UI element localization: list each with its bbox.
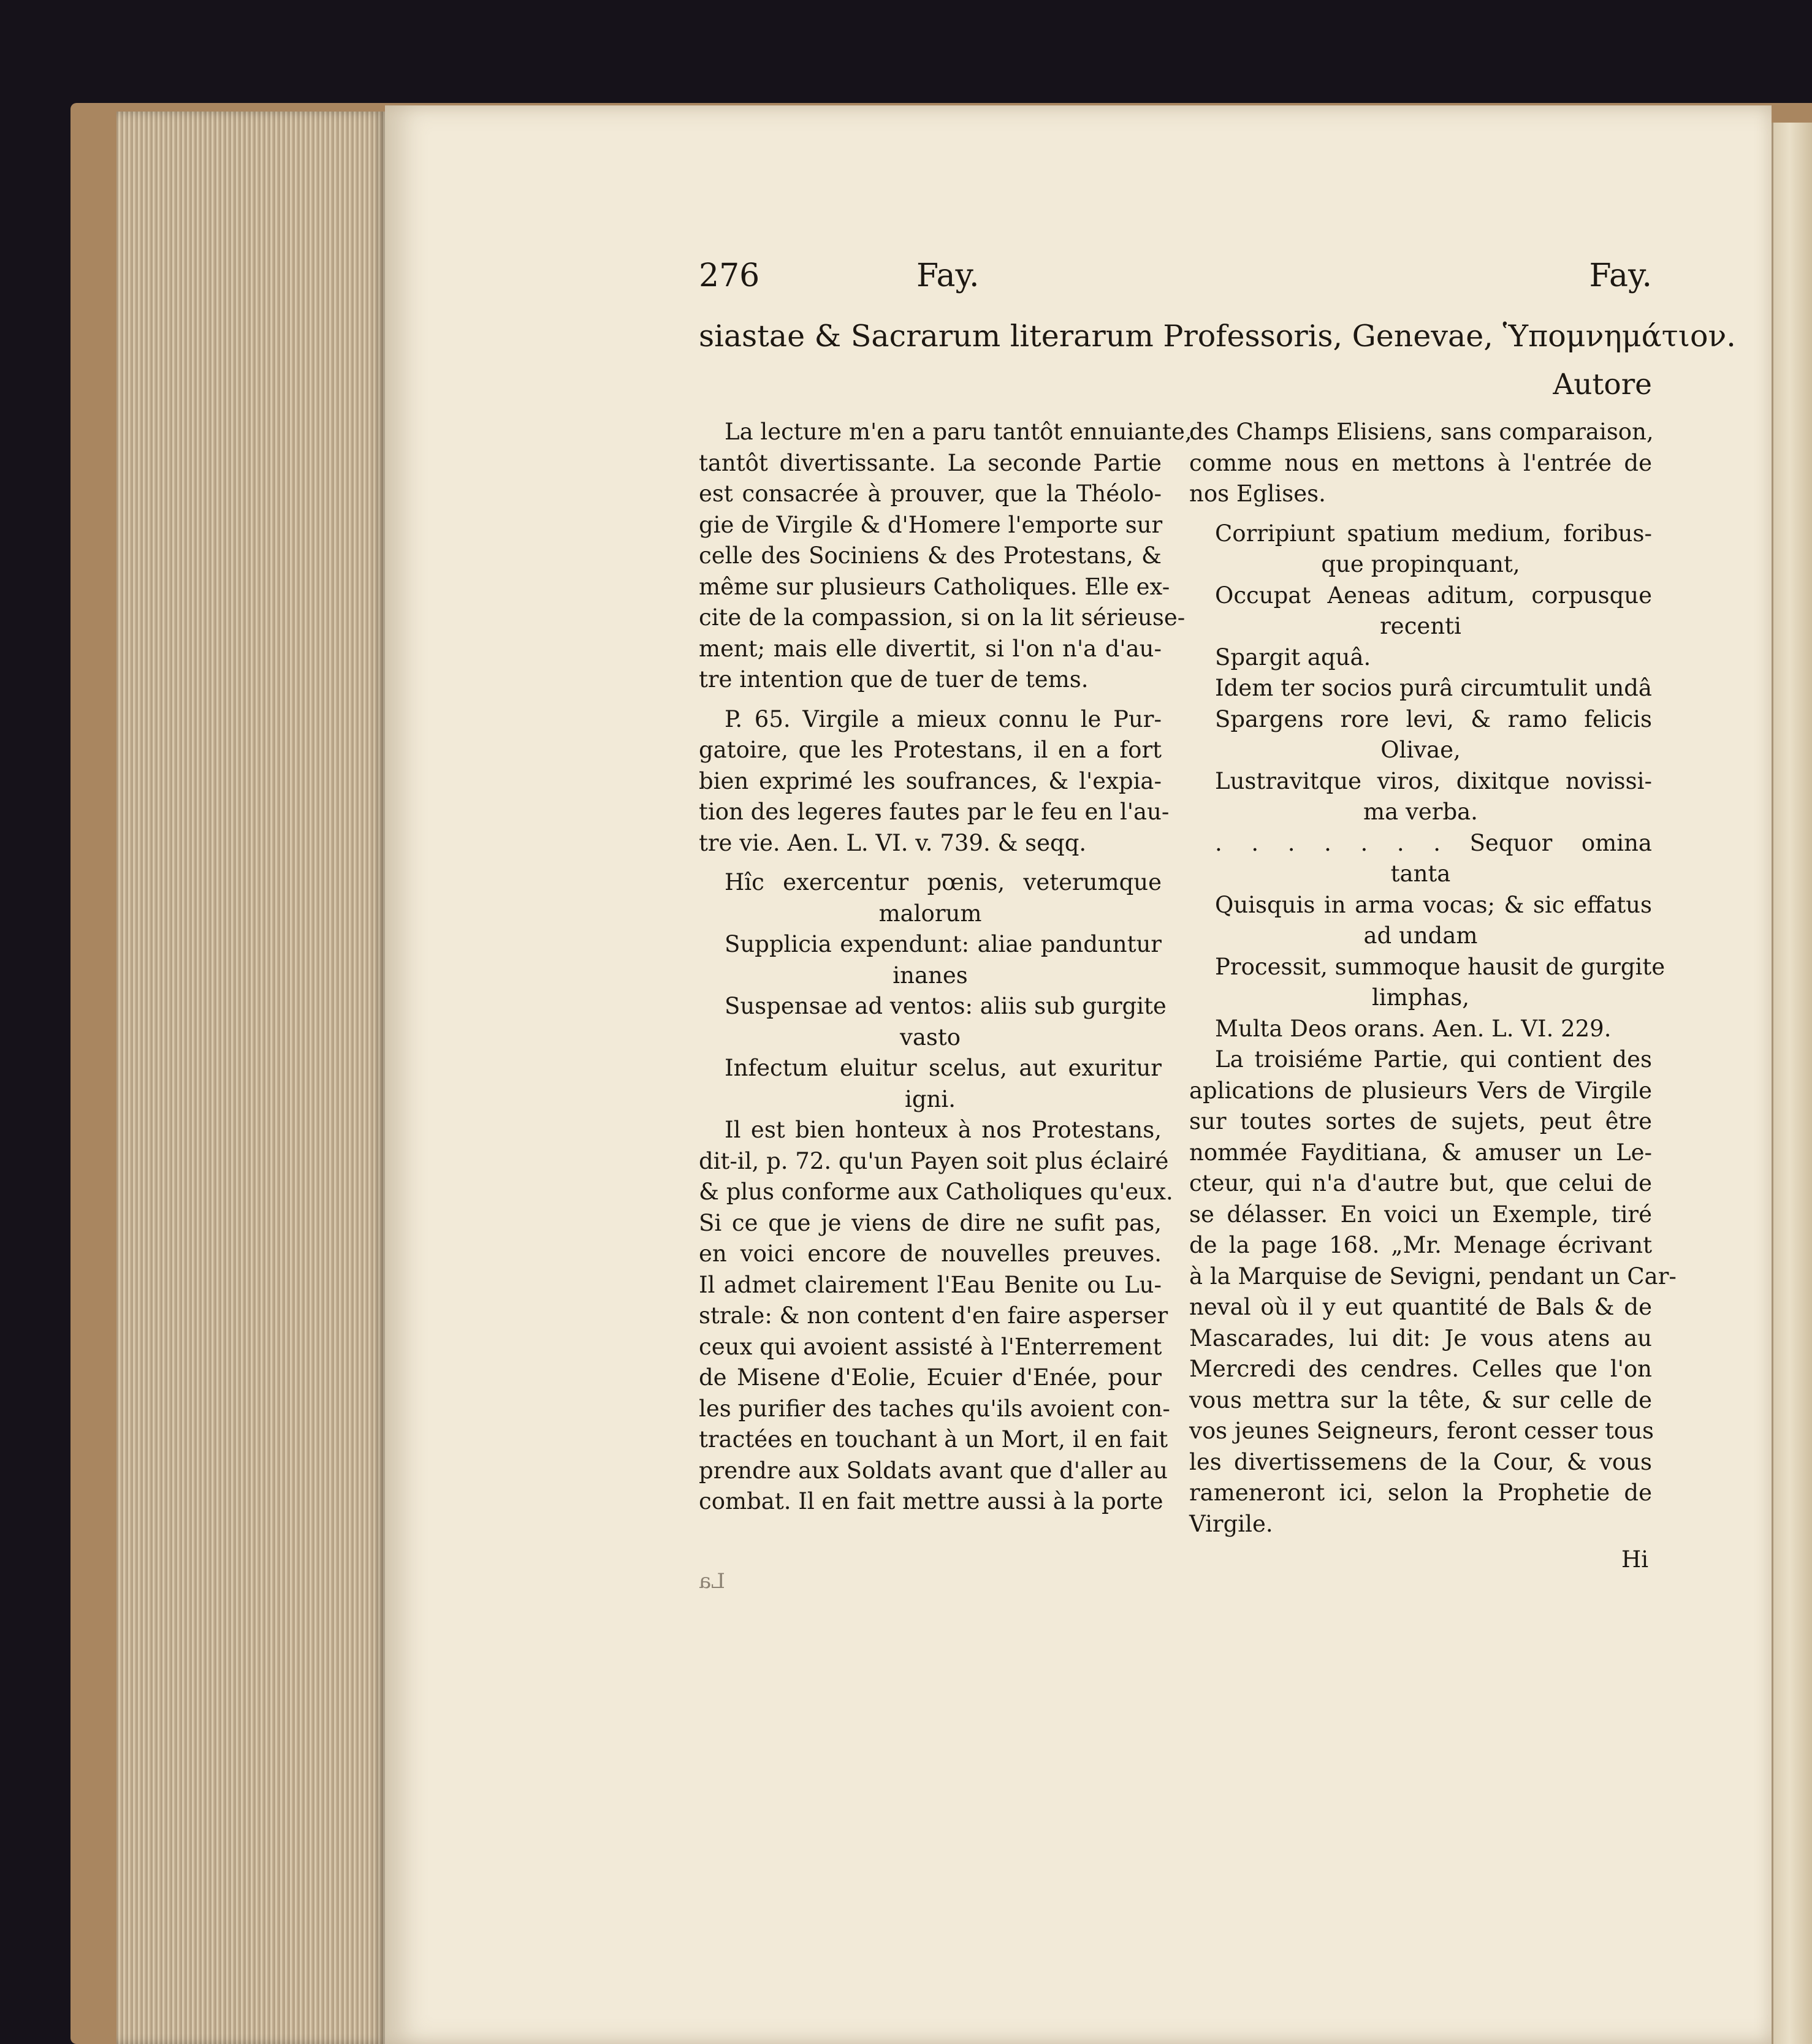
text-line: les purifier des taches qu'ils avoient con-: [699, 1395, 1170, 1422]
verse-line: Processit, summoque hausit de gurgite: [1215, 953, 1665, 980]
text-line: tion des legeres fautes par le feu en l'au-: [699, 799, 1170, 825]
verse-line: Suspensae ad ventos: aliis sub gurgite: [725, 993, 1167, 1019]
text-line: tractées en touchant à un Mort, il en fait: [699, 1426, 1168, 1453]
text-line: strale: & non content d'en faire asperser: [699, 1302, 1168, 1329]
text-line: Il admet clairement l'Eau Benite ou Lu-: [699, 1271, 1162, 1298]
text-line: prendre aux Soldats avant que d'aller au: [699, 1457, 1168, 1484]
running-header: [699, 257, 1652, 303]
showthrough-catchword: La: [699, 1569, 725, 1594]
verse-line: limphas,: [1371, 984, 1470, 1011]
text-line: Il est bien honteux à nos Protestans,: [725, 1117, 1162, 1143]
text-line: neval où il y eut quantité de Bals & de: [1189, 1294, 1652, 1320]
text-line: les divertissemens de la Cour, & vous: [1189, 1448, 1652, 1475]
verse-line: Lustravitque viros, dixitque novissi-: [1215, 767, 1652, 794]
title-continuation-line: siastae & Sacrarum literarum Professoris, Genevae, Ὑπομνημάτιον.: [699, 319, 1736, 354]
title-continuation-autore: Autore: [1553, 368, 1652, 401]
text-line: ment; mais elle divertit, si l'on n'a d'au-: [699, 635, 1162, 662]
text-line: dit-il, p. 72. qu'un Payen soit plus éclairé: [699, 1147, 1169, 1174]
text-line: La lecture m'en a paru tantôt ennuiante,: [725, 419, 1192, 445]
text-line: & plus conforme aux Catholiques qu'eux.: [699, 1179, 1173, 1205]
text-line: même sur plusieurs Catholiques. Elle ex-: [699, 573, 1170, 600]
text-line: Mascarades, lui dit: Je vous atens au: [1189, 1324, 1652, 1351]
text-line: de la page 168. „Mr. Menage écrivant: [1189, 1232, 1652, 1258]
text-line: tre intention que de tuer de tems.: [699, 666, 1089, 693]
verse-line: Multa Deos orans. Aen. L. VI. 229.: [1215, 1015, 1612, 1042]
verse-line: Occupat Aeneas aditum, corpusque: [1215, 582, 1652, 609]
verse-line: . . . . . . . Sequor omina: [1215, 829, 1652, 856]
facing-page-edge: [1772, 123, 1812, 2044]
verse-line: Hîc exercentur pœnis, veterumque: [725, 869, 1162, 895]
text-line: combat. Il en fait mettre aussi à la porte: [699, 1488, 1163, 1514]
text-line: vous mettra sur la tête, & sur celle de: [1189, 1386, 1652, 1413]
text-line: vos jeunes Seigneurs, feront cesser tous: [1189, 1418, 1654, 1444]
verse-line: malorum: [878, 900, 982, 927]
verse-line: vasto: [899, 1024, 961, 1050]
text-line: est consacrée à prouver, que la Théolo-: [699, 481, 1162, 507]
text-line: rameneront ici, selon la Prophetie de: [1189, 1480, 1652, 1506]
page-number: 276: [699, 257, 760, 294]
verse-line: Spargit aquâ.: [1215, 644, 1371, 671]
text-line: Virgile.: [1189, 1510, 1273, 1537]
text-line: tre vie. Aen. L. VI. v. 739. & seqq.: [699, 829, 1087, 856]
text-line: cite de la compassion, si on la lit sérieuse-: [699, 604, 1186, 631]
text-line: des Champs Elisiens, sans comparaison,: [1189, 419, 1654, 445]
verse-line: igni.: [905, 1085, 956, 1112]
text-line: cteur, qui n'a d'autre but, que celui de: [1189, 1170, 1652, 1196]
verse-line: ad undam: [1363, 922, 1478, 949]
verse-line: Olivae,: [1380, 737, 1461, 763]
text-line: gatoire, que les Protestans, il en a fort: [699, 737, 1162, 763]
right-column: [1189, 417, 1677, 1540]
text-line: ceux qui avoient assisté à l'Enterrement: [699, 1333, 1162, 1360]
verse-line: Idem ter socios purâ circumtulit undâ: [1215, 675, 1652, 701]
verse-line: ma verba.: [1363, 799, 1478, 825]
verse-line: que propinquant,: [1321, 551, 1520, 577]
text-line: nos Eglises.: [1189, 481, 1326, 507]
verse-line: Spargens rore levi, & ramo felicis: [1215, 705, 1652, 732]
text-line: à la Marquise de Sevigni, pendant un Car-: [1189, 1263, 1677, 1290]
verse-line: Quisquis in arma vocas; & sic effatus: [1215, 891, 1652, 918]
text-line: se délasser. En voici un Exemple, tiré: [1189, 1201, 1652, 1228]
text-line: en voici encore de nouvelles preuves.: [699, 1240, 1162, 1267]
running-head-right: Fay.: [1589, 257, 1652, 294]
text-line: tantôt divertissante. La seconde Partie: [699, 449, 1162, 476]
text-line: de Misene d'Eolie, Ecuier d'Enée, pour: [699, 1364, 1162, 1391]
text-line: bien exprimé les soufrances, & l'expia-: [699, 767, 1162, 794]
verse-line: inanes: [893, 962, 968, 989]
text-line: comme nous en mettons à l'entrée de: [1189, 449, 1652, 476]
text-line: gie de Virgile & d'Homere l'emporte sur: [699, 511, 1163, 538]
running-head-left: Fay.: [916, 257, 980, 294]
text-line: celle des Sociniens & des Protestans, &: [699, 542, 1162, 569]
text-line: P. 65. Virgile a mieux connu le Pur-: [725, 705, 1162, 732]
page-edges: [116, 112, 386, 2044]
catchword: Hi: [1621, 1546, 1649, 1573]
verse-line: Supplicia expendunt: aliae panduntur: [725, 931, 1162, 957]
text-line: aplications de plusieurs Vers de Virgile: [1189, 1077, 1652, 1104]
text-line: sur toutes sortes de sujets, peut être: [1189, 1108, 1652, 1134]
text-line: La troisiéme Partie, qui contient des: [1215, 1046, 1652, 1073]
text-line: Si ce que je viens de dire ne sufit pas,: [699, 1209, 1162, 1236]
text-line: Mercredi des cendres. Celles que l'on: [1189, 1356, 1652, 1382]
verse-line: Corripiunt spatium medium, foribus-: [1215, 520, 1652, 547]
left-column: [699, 417, 1192, 1518]
text-line: nommée Fayditiana, & amuser un Le-: [1189, 1139, 1652, 1166]
verse-line: tanta: [1390, 861, 1451, 887]
verse-line: Infectum eluitur scelus, aut exuritur: [725, 1055, 1162, 1081]
verse-line: recenti: [1380, 613, 1461, 639]
